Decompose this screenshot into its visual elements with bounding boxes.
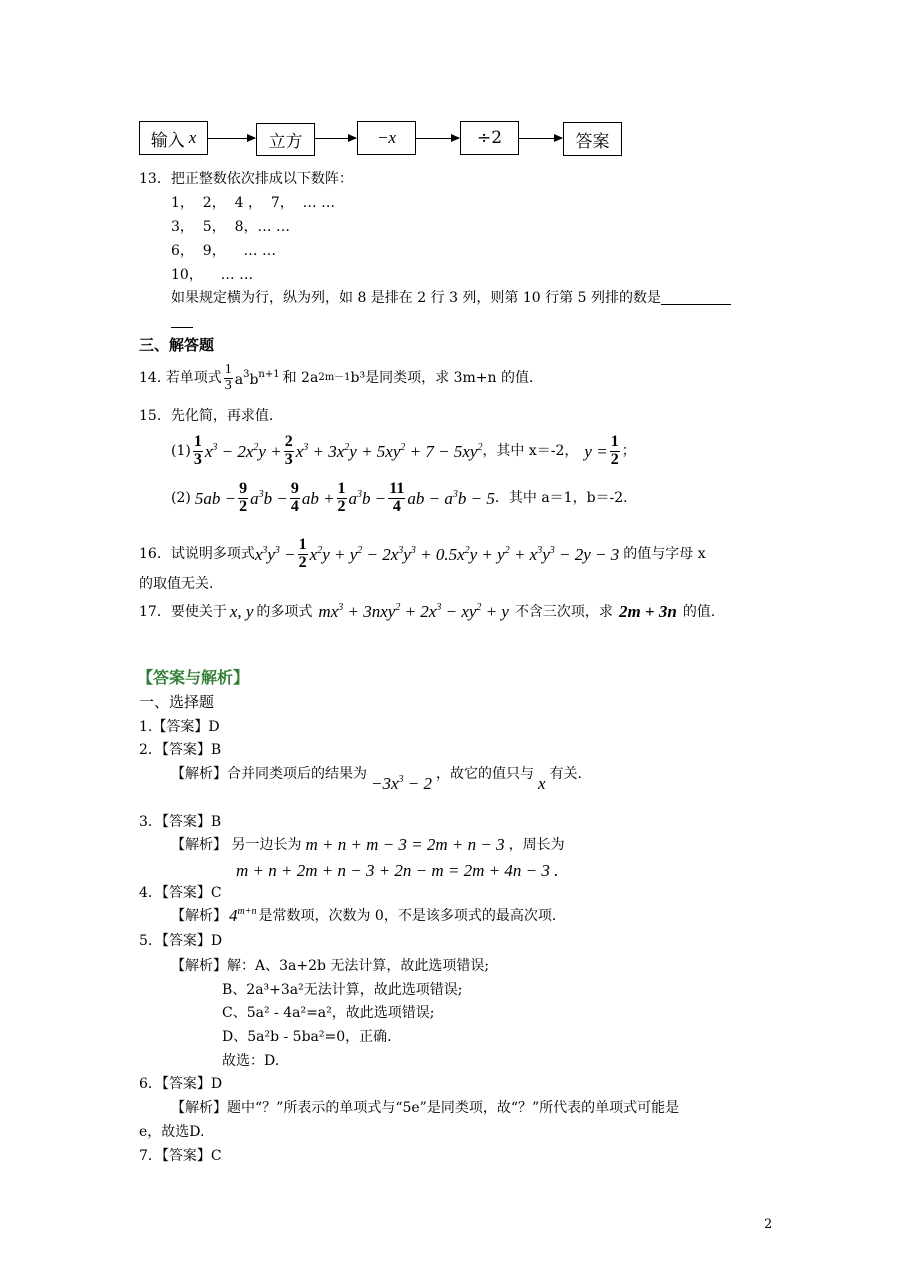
answer-5-line-b: B、2a³+3a²无法计算，故此选项错误; xyxy=(222,982,463,998)
q13-row-2: 3， 5， 8，… … xyxy=(171,219,290,235)
q17-mid2: 不含三次项，求 xyxy=(514,603,613,620)
flow-input-var: x xyxy=(188,128,197,147)
q17-suffix: 的值. xyxy=(682,603,716,620)
flow-box-cube xyxy=(256,123,315,156)
q15-p2-expr2: $a^3b$ − xyxy=(250,488,288,508)
q16-line2: 的取值无关. xyxy=(139,576,214,592)
q14-exp-b: n+1 xyxy=(258,368,280,380)
q16-suffix: 的值与字母 x xyxy=(623,546,706,563)
q17-vars: x, y xyxy=(229,602,254,621)
answer-4: 4．【答案】C xyxy=(139,885,222,901)
answer-2: 2．【答案】B xyxy=(139,742,222,758)
answer-2-analysis-end: 有关. xyxy=(549,766,583,782)
flow-arrow-4 xyxy=(519,138,562,139)
section-3-heading: 三、解答题 xyxy=(139,336,215,354)
q13-title: 13．把正整数依次排成以下数阵： xyxy=(139,171,353,187)
q14-frac-den: 3 xyxy=(224,377,232,393)
q15-p2-frac4: $\frac{11}{4}$ xyxy=(389,480,405,515)
q15-p1-frac3: $\frac{1}{2}$ xyxy=(610,433,619,468)
q14-exp2: 2m－1 xyxy=(318,372,351,384)
q14-mid: 和 2a xyxy=(282,370,319,387)
answers-heading: 【答案与解析】 xyxy=(137,668,250,687)
answer-6-analysis: 【解析】题中“？”所表示的单项式与“5e”是同类项，故“？”所代表的单项式可能是 xyxy=(171,1100,680,1116)
answer-5-line-c: C、5a² - 4a²=a²，故此选项错误; xyxy=(222,1005,435,1021)
q15-p2-frac1: $\frac{9}{2}$ xyxy=(239,480,248,515)
answer-5-line-conclusion: 故选：D. xyxy=(222,1053,280,1069)
q17-expr: $mx^3 + 3nxy^2 + 2x^3 - xy^2 + y$ xyxy=(318,602,509,621)
q15-part1 xyxy=(171,434,636,469)
flow-box-input-label: 输入 xyxy=(150,130,185,151)
q16-frac: $\frac{1}{2}$ xyxy=(298,536,307,571)
q13-question xyxy=(171,291,731,305)
answer-2-expr: $-3x^3 - 2$ xyxy=(371,774,433,793)
q15-p2-frac2: $\frac{9}{4}$ xyxy=(290,480,299,515)
page-number: 2 xyxy=(764,1217,773,1232)
q14-suffix: b³是同类项，求 3m+n 的值． xyxy=(350,370,543,387)
answer-4-expr: $4^{m+n}$ xyxy=(229,906,257,925)
flow-arrow-3 xyxy=(416,138,459,139)
flow-box-divide xyxy=(460,121,519,155)
q17-mid: 的多项式 xyxy=(256,603,313,620)
answer-3: 3．【答案】B xyxy=(139,814,222,830)
q15-title: 15．先化简，再求值． xyxy=(139,408,283,424)
q15-p1-expr2: $x^3 + 3x^2y + 5xy^2 + 7 - 5xy^2$ xyxy=(295,441,483,461)
answer-3-expr: m + n + m − 3 = 2m + n − 3 xyxy=(305,835,505,854)
answers-section-1: 一、选择题 xyxy=(139,693,215,711)
q15-p2-expr3: ab + xyxy=(301,488,335,508)
answer-6-line2: e，故选D. xyxy=(139,1124,205,1140)
q15-p1-y: y = xyxy=(584,441,608,461)
flow-box-cube-label: 立方 xyxy=(268,132,303,152)
q13-row-1: 1， 2， 4 ， 7， … … xyxy=(171,195,336,211)
q15-part2 xyxy=(171,481,628,516)
q15-p1-label: (1) xyxy=(171,443,191,460)
q16-prefix: 16．试说明多项式 xyxy=(139,546,255,563)
q17-prefix: 17．要使关于 xyxy=(139,603,227,620)
answer-4-analysis xyxy=(171,907,556,924)
q14 xyxy=(139,363,543,393)
q14-term1: $a^3b^{n+1}$ xyxy=(234,368,280,388)
answer-4-analysis-tail: 是常数项，次数为 0，不是该多项式的最高次项. xyxy=(258,907,557,924)
answer-2-analysis-tail: ，故它的值只与 xyxy=(436,766,535,782)
q16-expr2: $x^2y + y^2 - 2x^3y^3 + 0.5x^2y + y^2 + x^3y^3 - 2y - 3$ xyxy=(309,544,620,564)
q15-p1-frac2: $\frac{2}{3}$ xyxy=(284,433,293,468)
answer-3-analysis-text: 【解析】 另一边长为 xyxy=(171,836,302,853)
answer-2-x: x xyxy=(538,774,546,793)
flow-box-input xyxy=(139,121,208,155)
answer-2-analysis xyxy=(171,767,582,792)
flow-arrow-1 xyxy=(208,138,255,139)
flow-box-answer-label: 答案 xyxy=(575,131,610,152)
q13-question-text: 如果规定横为行，纵为列，如 8 是排在 2 行 3 列，则第 10 行第 5 列排的数是 xyxy=(171,290,661,306)
answer-2-analysis-text: 【解析】合并同类项后的结果为 xyxy=(171,766,367,782)
q15-p2-expr4: $a^3b$ − xyxy=(348,488,387,508)
q13-row-3: 6， 9， … … xyxy=(171,243,276,259)
flow-box-negate xyxy=(357,121,416,155)
answer-5-line-d: D、5a²b - 5ba²=0，正确. xyxy=(222,1029,392,1045)
q17 xyxy=(139,603,715,620)
q15-p1-semicolon: ； xyxy=(621,443,636,460)
q16-expr1: $x^3y^3$ − xyxy=(254,544,296,564)
flow-arrow-2 xyxy=(315,138,356,139)
q15-p1-expr: $x^3 - 2x^2y$ + xyxy=(204,441,282,461)
q13-blank xyxy=(661,291,731,305)
q13-blank-cont xyxy=(171,314,193,328)
q15-p2-tail: ．其中 a＝1，b＝-2. xyxy=(494,490,628,507)
q14-prefix: 14. 若单项式 xyxy=(139,370,222,387)
flow-box-answer xyxy=(563,122,622,156)
answer-1: 1.【答案】D xyxy=(139,719,220,735)
q17-target: 2m + 3n xyxy=(618,602,677,621)
answer-5-analysis: 【解析】解：A、3a+2b 无法计算，故此选项错误; xyxy=(171,958,490,974)
q15-p2-label: (2) xyxy=(171,490,191,507)
flow-box-negate-label: −x xyxy=(376,128,397,147)
answer-5: 5．【答案】D xyxy=(139,933,223,949)
flow-box-divide-label: ÷2 xyxy=(476,128,503,148)
q14-frac-num: 1 xyxy=(224,362,232,377)
answer-6: 6．【答案】D xyxy=(139,1076,223,1092)
q15-p2-expr5: ab − $a^3b - 5$ xyxy=(407,488,495,508)
q15-p1-tail: ，其中 x＝-2， xyxy=(482,443,579,460)
answer-3-expr2: m + n + 2m + n − 3 + 2n − m = 2m + 4n − 3 . xyxy=(236,861,559,880)
q15-p2-expr1: 5ab − xyxy=(194,488,237,508)
answer-7: 7．【答案】C xyxy=(139,1148,222,1164)
answer-3-analysis xyxy=(171,836,565,853)
q13-row-4: 10， … … xyxy=(171,267,254,283)
q16 xyxy=(139,537,706,572)
q14-fraction xyxy=(224,363,233,393)
answer-4-analysis-text: 【解析】 xyxy=(171,907,227,924)
answer-3-analysis-tail: ，周长为 xyxy=(508,836,565,853)
q15-p2-frac3: $\frac{1}{2}$ xyxy=(337,480,346,515)
q15-p1-frac1: $\frac{1}{3}$ xyxy=(193,433,202,468)
